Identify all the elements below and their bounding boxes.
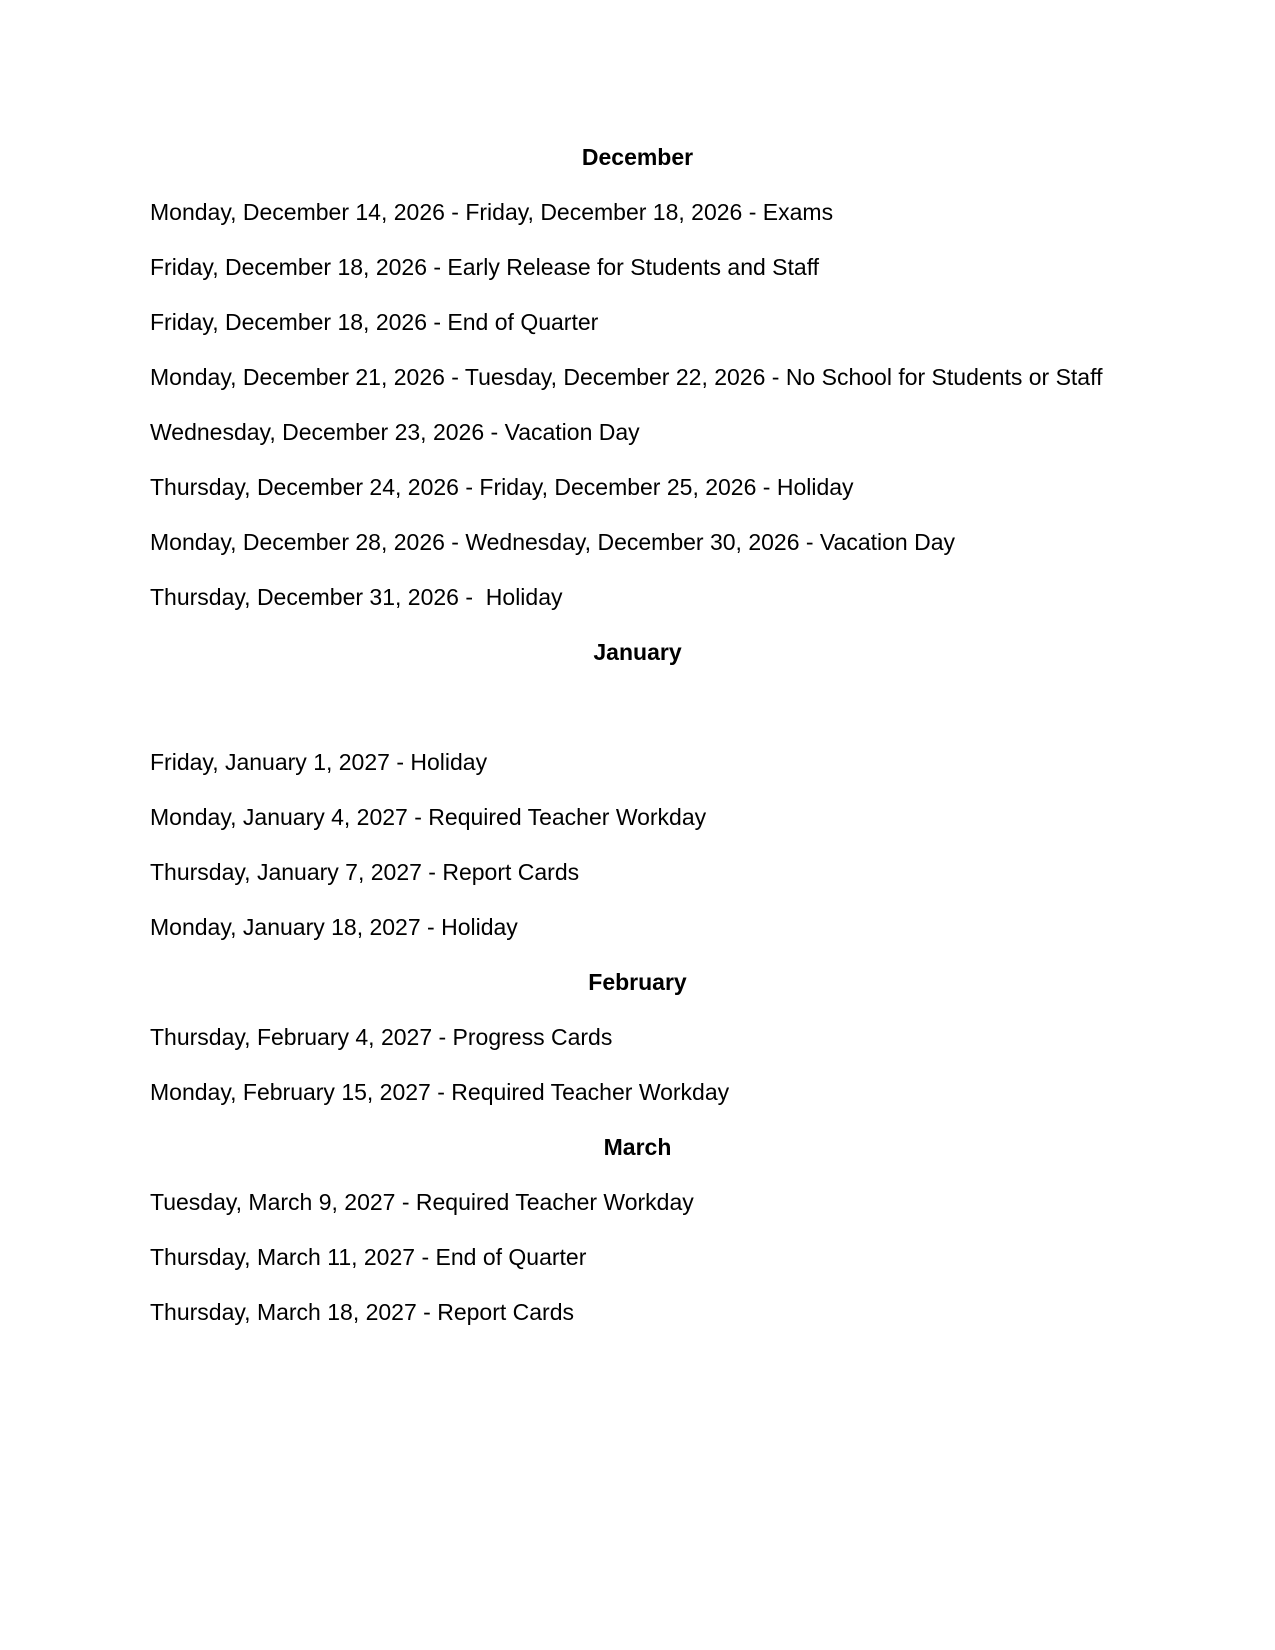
section-march [150, 1120, 1125, 1340]
calendar-entry: Thursday, March 18, 2027 - Report Cards [150, 1299, 574, 1325]
calendar-entry: Thursday, January 7, 2027 - Report Cards [150, 859, 580, 885]
calendar-entry: Thursday, February 4, 2027 - Progress Cards [150, 1024, 613, 1050]
calendar-entry: Friday, December 18, 2026 - Early Release for Students and Staff [150, 254, 820, 280]
section-january [150, 625, 1125, 955]
calendar-entry: Monday, January 4, 2027 - Required Teacher Workday [150, 804, 707, 830]
calendar-entry: Thursday, March 11, 2027 - End of Quarter [150, 1244, 587, 1270]
section-february [150, 955, 1125, 1120]
month-heading-december: December [581, 144, 694, 170]
month-heading-february: February [588, 969, 687, 995]
calendar-entry: Monday, January 18, 2027 - Holiday [150, 914, 518, 940]
calendar-entry: Tuesday, March 9, 2027 - Required Teacher Workday [150, 1189, 694, 1215]
calendar-entry: Monday, December 21, 2026 - Tuesday, December 22, 2026 - No School for Students or Staff [150, 364, 1103, 390]
calendar-entry: Monday, December 14, 2026 - Friday, December 18, 2026 - Exams [150, 199, 834, 225]
calendar-entry: Friday, December 18, 2026 - End of Quarter [150, 309, 599, 335]
calendar-entry: Monday, February 15, 2027 - Required Teacher Workday [150, 1079, 730, 1105]
calendar-entry: Thursday, December 24, 2026 - Friday, December 25, 2026 - Holiday [150, 474, 854, 500]
calendar-entry: Monday, December 28, 2026 - Wednesday, December 30, 2026 - Vacation Day [150, 529, 956, 555]
section-december [150, 130, 1125, 625]
calendar-entry: Thursday, December 31, 2026 - Holiday [150, 584, 563, 610]
calendar-entry: Friday, January 1, 2027 - Holiday [150, 749, 488, 775]
month-heading-january: January [593, 639, 682, 665]
calendar-entry: Wednesday, December 23, 2026 - Vacation Day [150, 419, 640, 445]
month-heading-march: March [603, 1134, 672, 1160]
empty-line [150, 680, 1125, 735]
